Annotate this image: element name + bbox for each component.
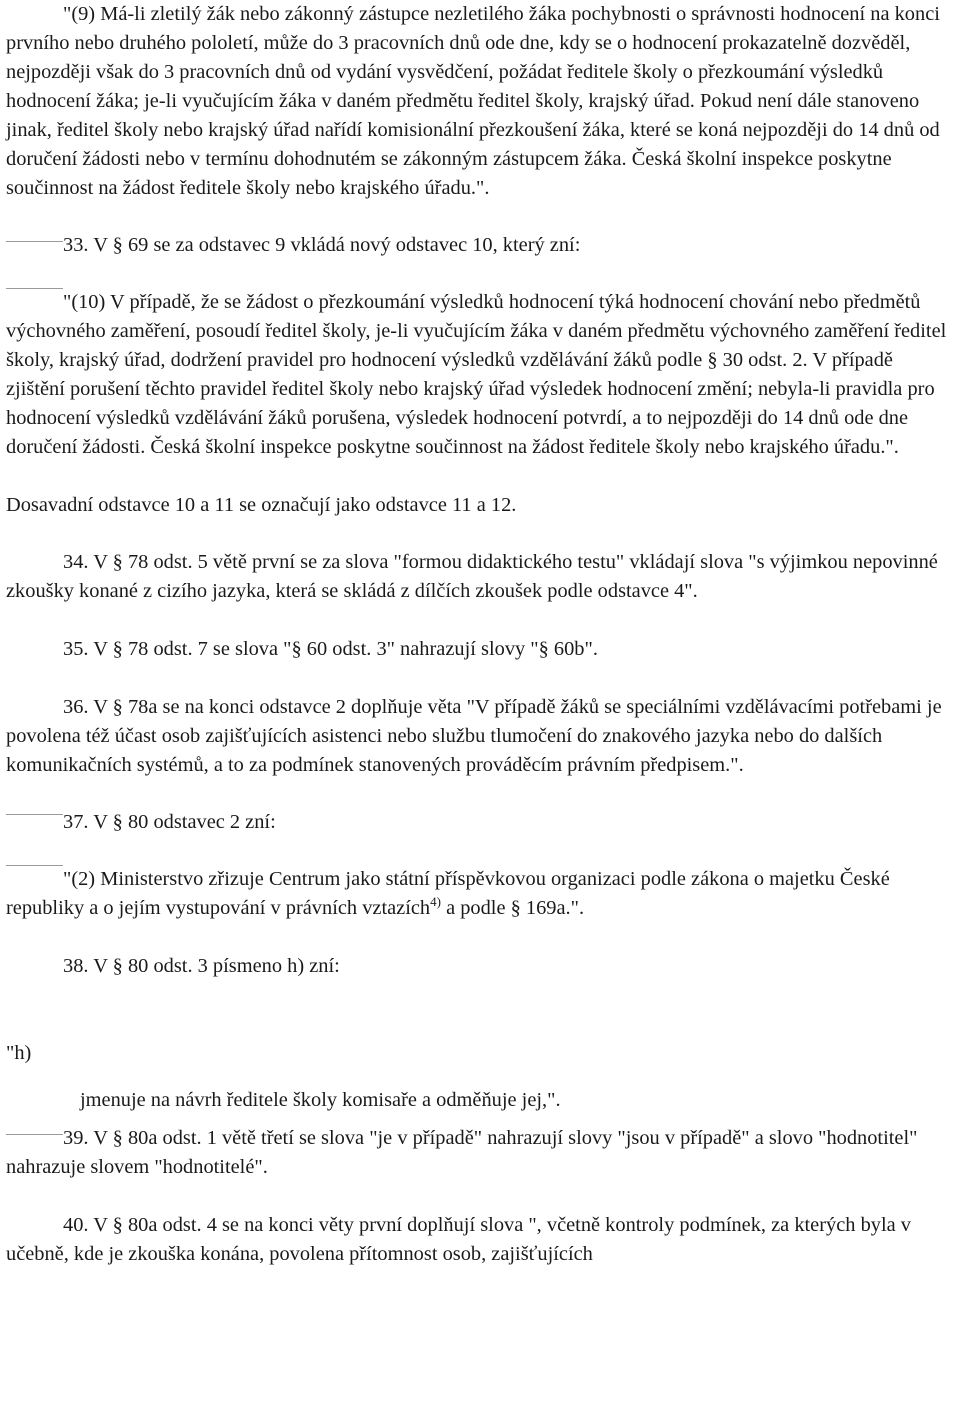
- letter-h-section: [6, 1039, 956, 1111]
- paragraph-2-text: "(2) Ministerstvo zřizuje Centrum jako státní příspěvkovou organizaci podle zákona o majetku České republiky a o jejím vystupování v právních vztazích: [6, 868, 890, 919]
- paragraph-9: "(9) Má-li zletilý žák nebo zákonný zástupce nezletilého žáka pochybnosti o správnosti hodnocení na konci prvního nebo druhého pololetí, může do 3 pracovních dnů ode dne, kdy se o hodnocení prokazatelně dozvěděl, nejpozději však do 3 pracovních dnů od vydání vysvědčení, požádat ředitele školy o přezkoumání výsledků hodnocení žáka; je-li vyučujícím žáka v daném předmětu ředitel školy, krajský úřad. Pokud není dále stanoveno jinak, ředitel školy nebo krajský úřad nařídí komisionální přezkoušení žáka, které se koná nejpozději do 14 dnů od doručení žádosti nebo v termínu dohodnutém se zákonným zástupcem žáka. Česká školní inspekce poskytne součinnost na žádost ředitele školy nebo krajského úřadu.".: [6, 3, 940, 199]
- paragraph-item-33-text: 33. V § 69 se za odstavec 9 vkládá nový odstavec 10, který zní:: [63, 234, 581, 256]
- paragraph-item-38: 38. V § 80 odst. 3 písmeno h) zní:: [63, 955, 340, 977]
- paragraph-item-34: 34. V § 78 odst. 5 větě první se za slova "formou didaktického testu" vkládají slova "s výjimkou nepovinné zkoušky konané z cizího jazyka, která se skládá z dílčích zkoušek podle odstavce 4".: [6, 551, 938, 602]
- margin-rule: [6, 1134, 63, 1135]
- margin-rule: [6, 241, 63, 242]
- paragraph-10-text: "(10) V případě, že se žádost o přezkoumání výsledků hodnocení týká hodnocení chování nebo předmětů výchovného zaměření, posoudí ředitel školy, je-li vyučujícím žáka v daném předmětu výchovného zaměření ředitel školy, krajský úřad, dodržení pravidel pro hodnocení výsledků vzdělávání žáků podle § 30 odst. 2. V případě zjištění porušení těchto pravidel ředitel školy nebo krajský úřad výsledek hodnocení změní; nebyla-li pravidla pro hodnocení výsledků vzdělávání žáků porušena, výsledek hodnocení potvrdí, a to nejpozději do 14 dnů ode dne doručení žádosti. Česká školní inspekce poskytne součinnost na žádost ředitele školy nebo krajského úřadu.".: [6, 291, 947, 458]
- paragraph-item-39: [6, 1124, 956, 1182]
- paragraph-item-39-text: 39. V § 80a odst. 1 větě třetí se slova "je v případě" nahrazují slovy "jsou v případě" a slovo "hodnotitel" nahrazuje slovem "hodnotitelé".: [6, 1127, 918, 1178]
- paragraph-item-36: 36. V § 78a se na konci odstavce 2 doplňuje věta "V případě žáků se speciálními vzdělávacími potřebami je povolena též účast osob zajišťujících asistenci nebo službu tlumočení do znakového jazyka nebo do dalších komunikačních systémů, a to za podmínek stanovených prováděcím právním předpisem.".: [6, 696, 942, 776]
- paragraph-item-37-text: 37. V § 80 odstavec 2 zní:: [63, 811, 276, 833]
- paragraph-10: [6, 288, 956, 462]
- paragraph-item-37: [6, 808, 956, 837]
- paragraph-item-35: 35. V § 78 odst. 7 se slova "§ 60 odst. 3" nahrazují slovy "§ 60b".: [63, 638, 598, 660]
- document-page: [6, 0, 956, 1265]
- margin-rule: [6, 288, 63, 289]
- paragraph-item-33: [6, 231, 956, 260]
- footnote-ref: 4): [430, 894, 441, 910]
- paragraph-item-40: 40. V § 80a odst. 4 se na konci věty první doplňují slova ", včetně kontroly podmínek, za kterých byla v učebně, kde je zkouška konána, povolena přítomnost osob, zajišťujících: [6, 1214, 911, 1265]
- paragraph-2-centrum: [6, 865, 956, 923]
- paragraph-renumbering: Dosavadní odstavce 10 a 11 se označují jako odstavce 11 a 12.: [6, 494, 517, 516]
- letter-h-text: jmenuje na návrh ředitele školy komisaře a odměňuje jej,".: [80, 1089, 561, 1111]
- letter-h-label: "h): [6, 1042, 32, 1064]
- margin-rule: [6, 814, 63, 815]
- margin-rule: [6, 865, 63, 866]
- paragraph-2-text-end: a podle § 169a.".: [440, 897, 585, 919]
